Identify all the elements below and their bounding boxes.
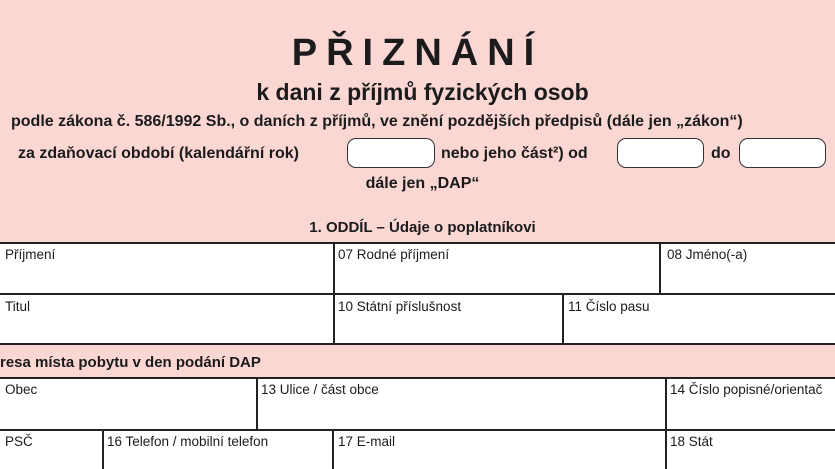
table-border-top — [0, 242, 835, 244]
citizenship-field[interactable]: 10 Státní příslušnost — [338, 299, 462, 314]
period-part-label: nebo jeho část²) od — [441, 145, 588, 162]
column-divider — [562, 294, 564, 344]
form-subtitle: k dani z příjmů fyzických osob — [256, 79, 589, 105]
street-field[interactable]: 13 Ulice / část obce — [261, 382, 379, 397]
first-name-field[interactable]: 08 Jméno(-a) — [667, 247, 748, 262]
tax-year-field[interactable] — [347, 138, 435, 168]
column-divider — [659, 243, 661, 294]
house-number-field[interactable]: 14 Číslo popisné/orientač — [670, 382, 823, 397]
table-border-top — [0, 377, 835, 379]
postal-code-field[interactable]: PSČ — [5, 434, 33, 449]
table-row-divider — [0, 293, 835, 295]
column-divider — [333, 243, 335, 344]
country-field[interactable]: 18 Stát — [670, 434, 713, 449]
period-to-field[interactable] — [739, 138, 826, 168]
email-field[interactable]: 17 E-mail — [338, 434, 396, 449]
column-divider — [332, 430, 334, 469]
birth-surname-field[interactable]: 07 Rodné příjmení — [338, 247, 450, 262]
dap-label: dále jen „DAP“ — [365, 175, 480, 192]
tax-period-label: za zdaňovací období (kalendářní rok) — [18, 145, 299, 162]
passport-number-field[interactable]: 11 Číslo pasu — [568, 299, 650, 314]
column-divider — [256, 378, 258, 430]
municipality-field[interactable]: Obec — [5, 382, 38, 397]
surname-field[interactable]: Příjmení — [5, 247, 56, 262]
table-border-bottom — [0, 343, 835, 345]
period-to-label: do — [711, 145, 731, 162]
period-from-field[interactable] — [617, 138, 704, 168]
column-divider — [102, 430, 104, 469]
column-divider — [665, 378, 667, 469]
address-section-title: resa místa pobytu v den podání DAP — [0, 354, 261, 371]
phone-field[interactable]: 16 Telefon / mobilní telefon — [107, 434, 269, 449]
degree-field[interactable]: Titul — [5, 299, 31, 314]
table-row-divider — [0, 429, 835, 431]
form-title: PŘIZNÁNÍ — [291, 32, 544, 74]
section-1-title: 1. ODDÍL – Údaje o poplatníkovi — [309, 219, 536, 236]
law-reference: podle zákona č. 586/1992 Sb., o daních z příjmů, ve znění pozdějších předpisů (dále jen „zákon“) — [11, 113, 743, 130]
